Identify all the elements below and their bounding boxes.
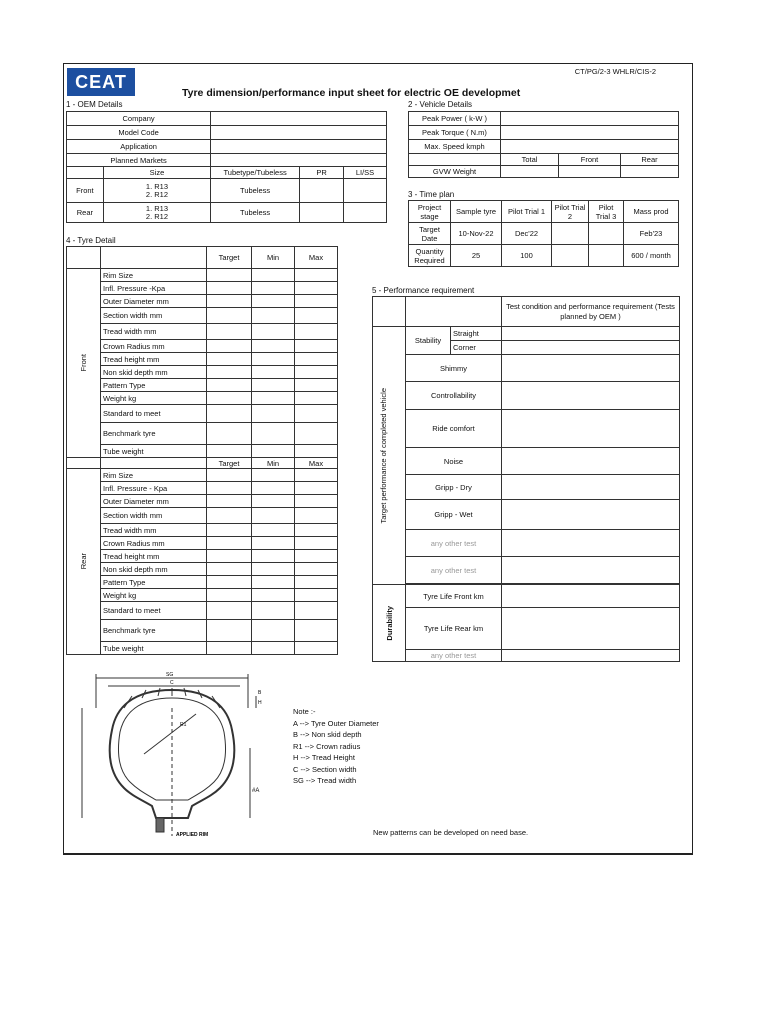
- tyre-row: Crown Radius mm: [67, 537, 338, 550]
- tyre-row: Non skid depth mm: [67, 563, 338, 576]
- tyre-row: Front Rim Size: [67, 269, 338, 282]
- svg-text:APPLIED RIM: APPLIED RIM: [176, 832, 209, 838]
- tyre-row: Outer Diameter mm: [67, 295, 338, 308]
- tyre-row: Infl. Pressure -Kpa: [67, 282, 338, 295]
- tyre-row: Rear Rim Size: [67, 469, 338, 482]
- timeplan-heading: 3 - Time plan: [408, 190, 455, 199]
- tyre-row: Infl. Pressure - Kpa: [67, 482, 338, 495]
- tyre-row: Section width mm: [67, 508, 338, 524]
- tyre-row: Outer Diameter mm: [67, 495, 338, 508]
- tyre-heading: 4 - Tyre Detail: [66, 236, 116, 245]
- note-line: H --> Tread Height: [293, 753, 355, 762]
- tyre-row: Tube weight: [67, 642, 338, 655]
- svg-text:B: B: [258, 690, 262, 696]
- notes-title: Note :-: [293, 707, 316, 716]
- notes-block: [293, 706, 379, 787]
- oem-table: Company Model Code Application Planned Markets Size Tubetype/Tubeless PR LI/SS Front 1. R13 2. R12 Tubeless Rear 1. R13 2. R12 Tubeless: [66, 111, 387, 223]
- footer-note: New patterns can be developed on need base.: [373, 828, 529, 837]
- tyre-row: Standard to meet: [67, 602, 338, 620]
- tyre-row: Benchmark tyre: [67, 423, 338, 445]
- tyre-row: Crown Radius mm: [67, 340, 338, 353]
- tyre-cross-section-diagram: [72, 668, 272, 844]
- performance-table: Test condition and performance requirement (Tests planned by OEM ) Target performance of completed vehicle Stability Straight Corner Shimmy Controllability Ride comfort Noise Gripp - Dry Gripp - Wet any other test any other test Durability Tyre Life Front km Tyre Life Rear km any other test: [372, 296, 680, 662]
- tyre-row: Weight kg: [67, 589, 338, 602]
- performance-heading: 5 - Performance requirement: [372, 286, 475, 295]
- oem-heading: 1 - OEM Details: [66, 100, 123, 109]
- note-line: A --> Tyre Outer Diameter: [293, 718, 379, 728]
- tyre-row: Tread width mm: [67, 324, 338, 340]
- svg-text:H: H: [258, 700, 262, 706]
- tyre-row: Pattern Type: [67, 379, 338, 392]
- tyre-row: Tube weight: [67, 445, 338, 458]
- tyre-row: Tread height mm: [67, 353, 338, 366]
- tyre-row: Pattern Type: [67, 576, 338, 589]
- vehicle-heading: 2 - Vehicle Details: [408, 100, 473, 109]
- tyre-row: Non skid depth mm: [67, 366, 338, 379]
- svg-text:C: C: [170, 680, 174, 686]
- note-line: SG --> Tread width: [293, 776, 357, 785]
- tyre-detail-table: Target Min Max Front Rim Size Infl. Pressure -Kpa Outer Diameter mm Section width mm Tread width mm Crown Radius mm Tread height mm Non skid depth mm Pattern Type Weight kg Standard to meet Benchmark tyre Tube weight Target Min Max Rear Rim Size Infl. Pressure - Kpa Outer Diameter mm Section width mm Tread width mm Crown Radius mm Tread height mm Non skid depth mm Pattern Type Weight kg Standard to meet Benchmark tyre Tube weight: [66, 246, 338, 655]
- svg-text:SG: SG: [166, 672, 174, 678]
- tyre-row: Tread height mm: [67, 550, 338, 563]
- doc-code: CT/PG/2-3 WHLR/CIS-2: [574, 67, 656, 76]
- ceat-logo: CEAT: [67, 68, 135, 96]
- svg-text:#A: #A: [252, 788, 260, 794]
- tyre-row: Section width mm: [67, 308, 338, 324]
- note-line: B --> Non skid depth: [293, 730, 362, 739]
- timeplan-table: Project stage Sample tyre Pilot Trial 1 Pilot Trial 2 Pilot Trial 3 Mass prod Target Date 10-Nov-22 Dec'22 Feb'23 Quantity Required 25 100 600 / month: [408, 200, 679, 267]
- tyre-row: Tread width mm: [67, 524, 338, 537]
- note-line: C --> Section width: [293, 764, 357, 774]
- svg-text:R1: R1: [180, 722, 187, 728]
- tyre-row: Weight kg: [67, 392, 338, 405]
- tyre-row: Standard to meet: [67, 405, 338, 423]
- page-title: Tyre dimension/performance input sheet for electric OE developmet: [182, 87, 521, 99]
- vehicle-table: Peak Power ( k-W ) Peak Torque ( N.m) Max. Speed kmph Total Front Rear GVW Weight: [408, 111, 679, 178]
- tyre-row: Benchmark tyre: [67, 620, 338, 642]
- note-line: R1 --> Crown radius: [293, 741, 361, 751]
